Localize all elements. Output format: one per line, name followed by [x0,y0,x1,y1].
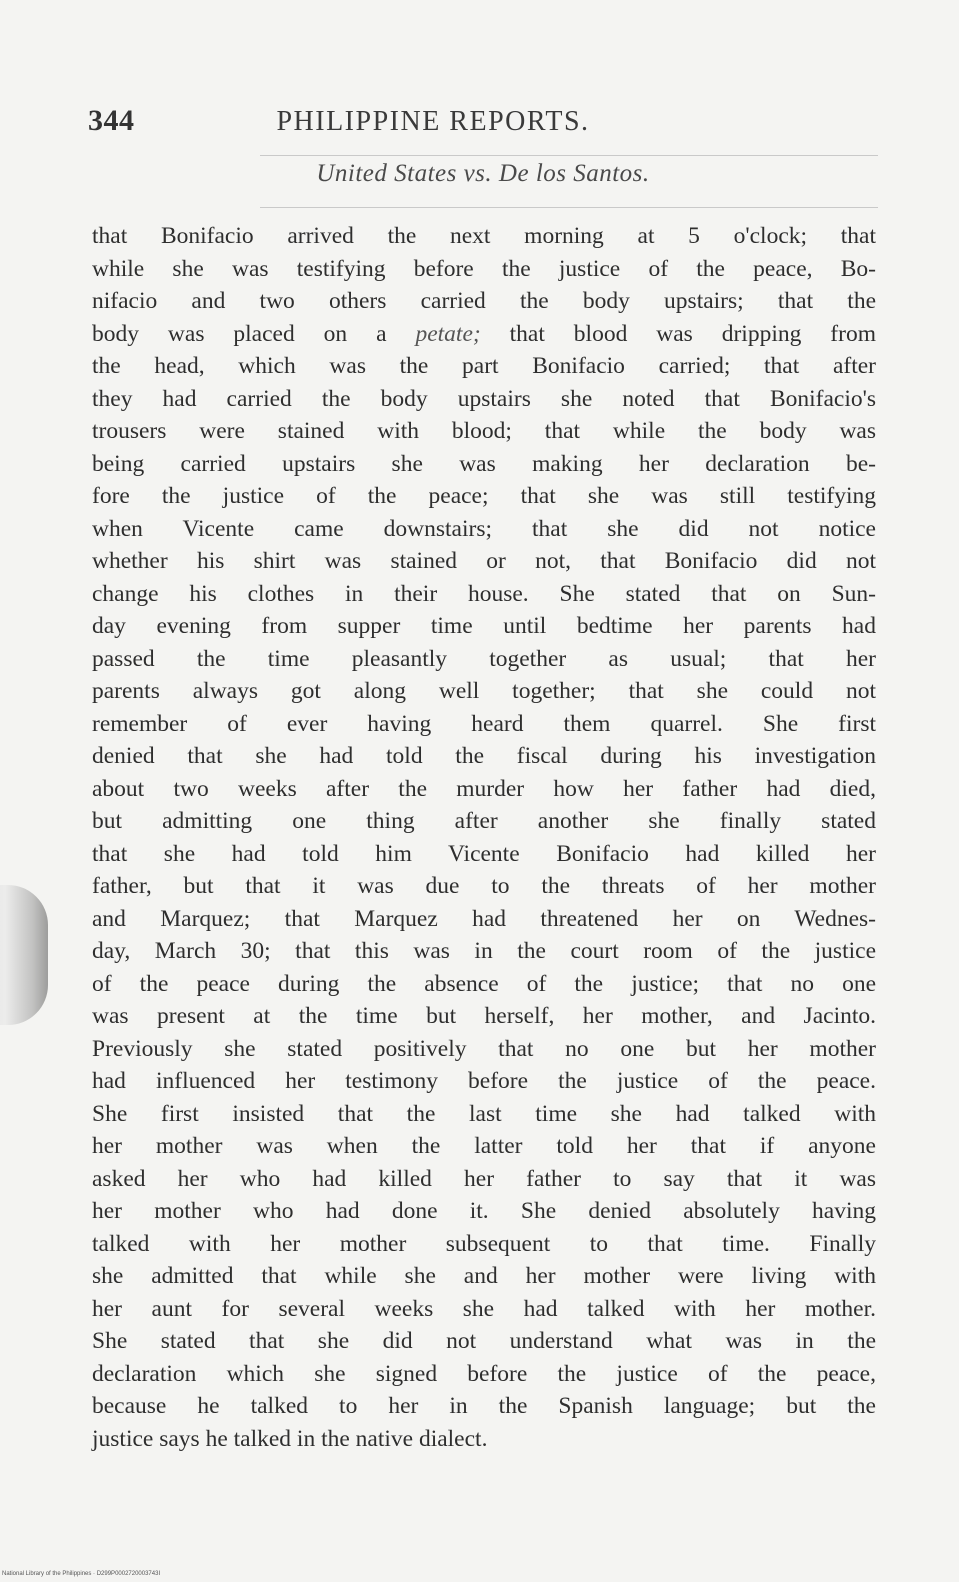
text-line: change his clothes in their house. She stated that on Sun- [92,580,876,607]
text-line: they had carried the body upstairs she noted that Bonifacio's [92,385,876,412]
text-segment: body was placed on a [92,320,416,347]
text-line: asked her who had killed her father to say that it was [92,1165,876,1192]
text-line: her mother was when the latter told her that if anyone [92,1133,876,1159]
text-line: Previously she stated positively that no one but her mother [92,1035,876,1062]
text-line: parents always got along well together; that she could not [92,678,876,704]
text-line: justice says he talked in the native dialect. [92,1425,488,1452]
text-line: when Vicente came downstairs; that she did not notice [92,515,876,542]
text-line: was present at the time but herself, her mother, and Jacinto. [92,1003,876,1029]
text-line: trousers were stained with blood; that while the body was [92,418,876,444]
text-line: she admitted that while she and her mother were living with [92,1263,876,1289]
text-line: talked with her mother subsequent to that time. Finally [92,1230,876,1257]
text-line: her mother who had done it. She denied absolutely having [92,1198,876,1224]
case-title-rule [260,207,878,208]
text-line: the head, which was the part Bonifacio carried; that after [92,353,876,379]
text-line: denied that she had told the fiscal during his investigation [92,743,876,769]
text-line: nifacio and two others carried the body upstairs; that the [92,288,876,314]
text-segment: that blood was dripping from [480,320,876,347]
text-line: She stated that she did not understand what was in the [92,1328,876,1354]
case-title: United States vs. De los Santos. [316,160,650,187]
body-paragraph [92,220,876,1455]
scan-credit: National Library of the Philippines · D299P0002720003743I [2,1571,161,1577]
italic-term: petate; [415,320,481,347]
text-line [92,318,876,351]
text-line: whether his shirt was stained or not, that Bonifacio did not [92,548,876,574]
page-header [88,104,878,148]
text-line: her aunt for several weeks she had talked with her mother. [92,1295,876,1322]
text-line: fore the justice of the peace; that she was still testifying [92,483,876,509]
text-line: She first insisted that the last time she had talked with [92,1100,876,1127]
text-line: passed the time pleasantly together as usual; that her [92,645,876,672]
text-line: and Marquez; that Marquez had threatened her on Wednes- [92,905,876,932]
text-line: declaration which she signed before the justice of the peace, [92,1360,876,1387]
page-number: 344 [88,104,135,137]
text-line: day, March 30; that this was in the court room of the justice [92,938,876,964]
text-line: father, but that it was due to the threats of her mother [92,873,876,899]
header-rule [260,155,878,156]
running-title: PHILIPPINE REPORTS. [276,106,590,137]
text-line: about two weeks after the murder how her father had died, [92,775,876,802]
scanner-thumb-shadow [0,885,48,1025]
text-line: day evening from supper time until bedtime her parents had [92,613,876,639]
text-line: that Bonifacio arrived the next morning at 5 o'clock; that [92,223,876,249]
text-line: being carried upstairs she was making her declaration be- [92,450,876,477]
text-line: remember of ever having heard them quarrel. She first [92,710,876,737]
text-line: had influenced her testimony before the justice of the peace. [92,1068,876,1094]
text-line: that she had told him Vicente Bonifacio had killed her [92,840,876,867]
text-line: but admitting one thing after another she finally stated [92,808,876,834]
text-line: while she was testifying before the justice of the peace, Bo- [92,255,876,282]
text-line: because he talked to her in the Spanish language; but the [92,1393,876,1419]
text-line: of the peace during the absence of the justice; that no one [92,970,876,997]
